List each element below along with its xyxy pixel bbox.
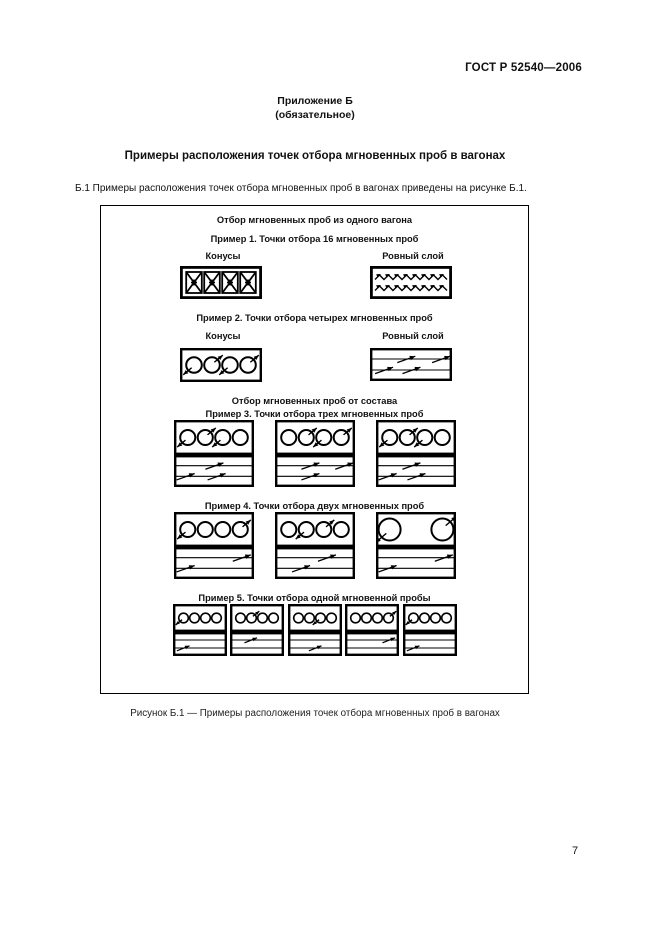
wagon-circles-diagram — [180, 348, 262, 382]
wagon-circles-diagram — [376, 420, 456, 455]
wagon-flat-diagram — [376, 455, 456, 487]
wagon-circles-diagram — [376, 512, 456, 547]
wagon-flat-diagram — [275, 547, 355, 579]
page-title: Примеры расположения точек отбора мгновенных проб в вагонах — [124, 150, 506, 162]
annex-header — [0, 94, 630, 122]
cones-label: Конусы — [205, 331, 241, 341]
example1-labels — [101, 250, 528, 262]
example2-labels — [101, 330, 528, 342]
example3-cones-row — [174, 420, 456, 455]
wagon-flat-diagram — [403, 632, 457, 656]
example1-wagons-row — [101, 266, 528, 299]
example4-title: Пример 4. Точки отбора двух мгновенных проб — [204, 501, 425, 511]
wagon-flat-diagram — [174, 547, 254, 579]
wagon-zigzag-diagram — [370, 266, 452, 299]
cones-label: Конусы — [205, 251, 241, 261]
example2-wagons-row — [101, 348, 528, 382]
annex-title: Приложение Б — [277, 95, 353, 107]
wagon-flat-diagram — [370, 348, 452, 381]
example4-cones-row — [174, 512, 456, 547]
annex-note: (обязательное) — [275, 109, 355, 121]
wagon-flat-diagram — [230, 632, 284, 656]
example1-title: Пример 1. Точки отбора 16 мгновенных проб — [210, 234, 419, 244]
wagon-flat-diagram — [288, 632, 342, 656]
example3-flat-row — [174, 455, 456, 487]
wagon-circles-diagram — [275, 512, 355, 547]
page-number: 7 — [572, 845, 579, 857]
figure-b1 — [100, 205, 529, 694]
wagon-circles-diagram — [173, 604, 227, 632]
wagon-circles-diagram — [174, 512, 254, 547]
wagon-flat-diagram — [174, 455, 254, 487]
wagon-circles-diagram — [174, 420, 254, 455]
wagon-flat-diagram — [376, 547, 456, 579]
example3-title: Пример 3. Точки отбора трех мгновенных проб — [205, 409, 424, 419]
wagon-flat-diagram — [345, 632, 399, 656]
wagon-flat-diagram — [275, 455, 355, 487]
figure-section1-title: Отбор мгновенных проб из одного вагона — [216, 215, 413, 225]
document-number: ГОСТ Р 52540—2006 — [465, 62, 582, 74]
wagon-circles-diagram — [275, 420, 355, 455]
wagon-flat-diagram — [173, 632, 227, 656]
figure-section2-title: Отбор мгновенных проб от состава — [231, 396, 398, 406]
example2-title: Пример 2. Точки отбора четырех мгновенных проб — [196, 313, 433, 323]
example4-flat-row — [174, 547, 456, 579]
flat-layer-label: Ровный слой — [382, 251, 444, 261]
example5-title: Пример 5. Точки отбора одной мгновенной пробы — [198, 593, 431, 603]
wagon-circles-diagram — [288, 604, 342, 632]
wagon-circles-diagram — [403, 604, 457, 632]
wagon-cross-diagram — [180, 266, 262, 299]
flat-layer-label: Ровный слой — [382, 331, 444, 341]
example5-flat-row — [173, 632, 457, 656]
wagon-circles-diagram — [230, 604, 284, 632]
wagon-circles-diagram — [345, 604, 399, 632]
example5-cones-row — [173, 604, 457, 632]
figure-caption: Рисунок Б.1 — Примеры расположения точек отбора мгновенных проб в вагонах — [130, 708, 500, 719]
paragraph-b1: Б.1 Примеры расположения точек отбора мгновенных проб в вагонах приведены на рисунке Б.1. — [75, 183, 527, 194]
